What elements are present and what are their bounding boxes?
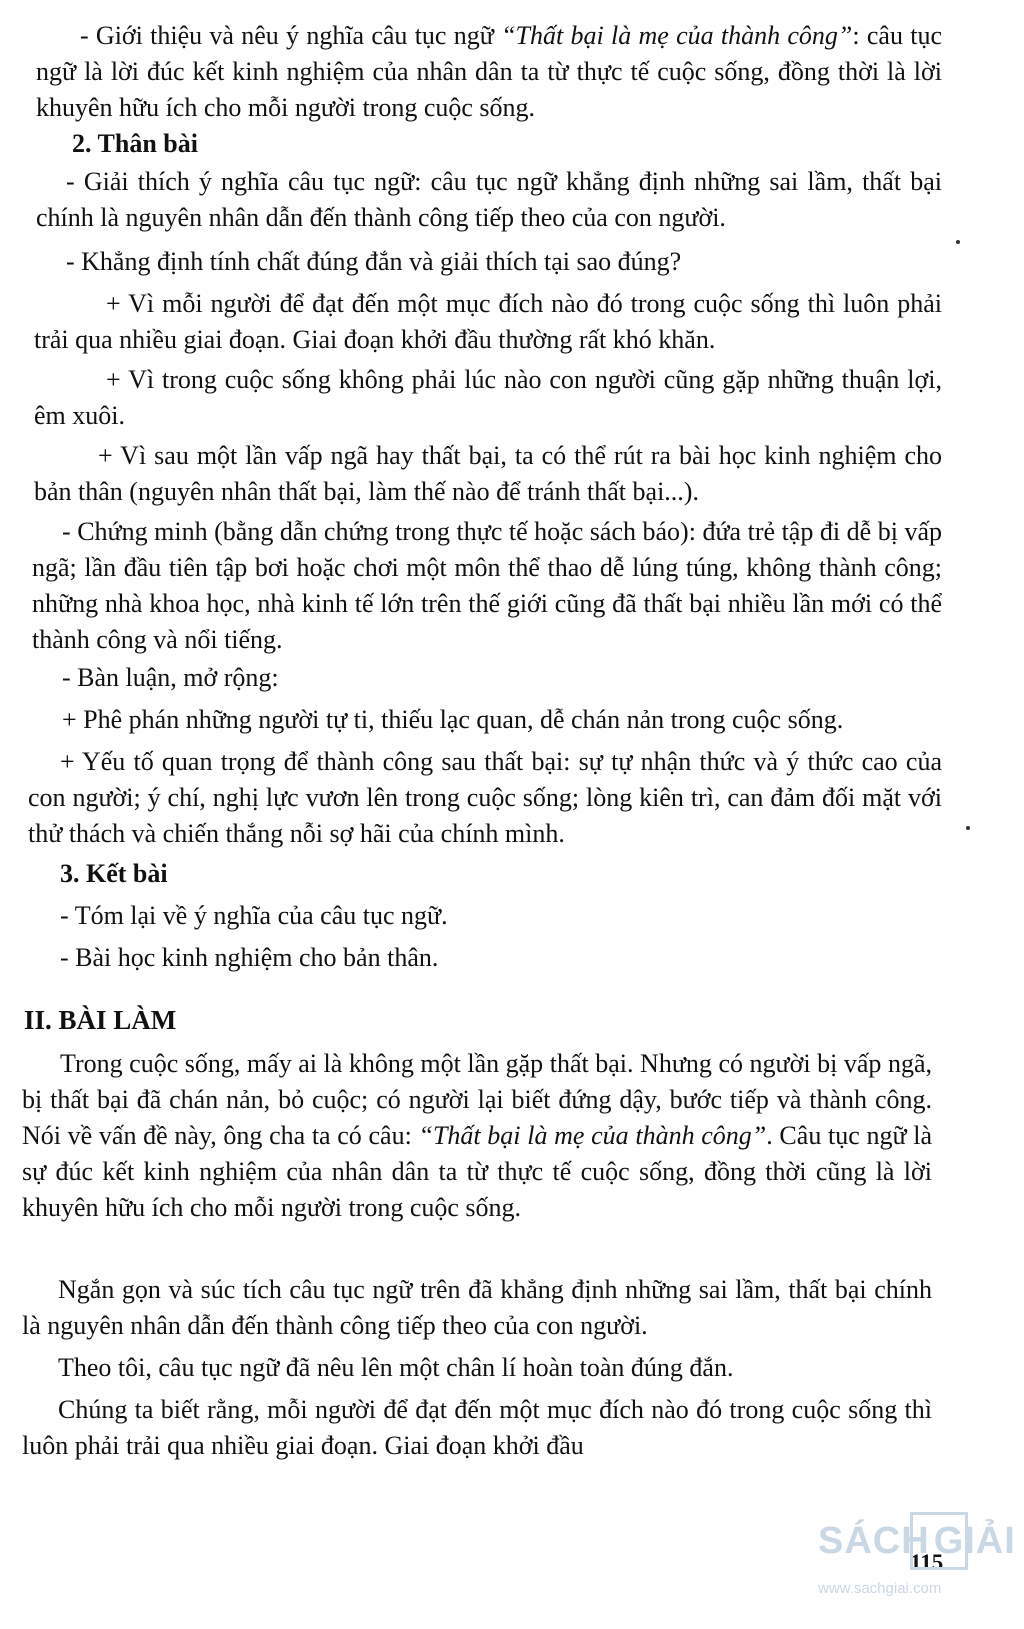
ket-bai-item: - Bài học kinh nghiệm cho bản thân.: [60, 943, 439, 972]
than-bai-item: + Phê phán những người tự ti, thiếu lạc quan, dễ chán nản trong cuộc sống.: [62, 705, 844, 734]
bai-lam-p1-quote: “Thất bại là mẹ của thành công”: [418, 1121, 767, 1150]
than-bai-item: + Vì trong cuộc sống không phải lúc nào con người cũng gặp những thuận lợi, êm xuôi.: [34, 365, 942, 430]
scan-speck: [966, 826, 970, 830]
bai-lam-paragraph: [22, 1046, 932, 1226]
bai-lam-paragraph: Chúng ta biết rằng, mỗi người để đạt đến một mục đích nào đó trong cuộc sống thì luôn phải trải qua nhiều giai đoạn. Giai đoạn khởi đầu: [22, 1395, 932, 1460]
than-bai-item: + Vì mỗi người để đạt đến một mục đích nào đó trong cuộc sống thì luôn phải trải qua nhiều giai đoạn. Giai đoạn khởi đầu thường rất khó khăn.: [34, 289, 942, 354]
than-bai-item: - Bàn luận, mở rộng:: [62, 663, 279, 692]
than-bai-item: + Vì sau một lần vấp ngã hay thất bại, ta có thể rút ra bài học kinh nghiệm cho bản thân (nguyên nhân thất bại, làm thế nào để tránh thất bại...).: [34, 441, 942, 506]
section-heading-ket-bai: 3. Kết bài: [60, 859, 168, 888]
intro-quote: “Thất bại là mẹ của thành công”: [501, 21, 853, 50]
page-number: 115: [910, 1550, 944, 1575]
bai-lam-p1-text: Trong cuộc sống, mấy ai là không một lần gặp thất bại. Nhưng có người bị vấp ngã, bị thất bại đã chán nản, bỏ cuộc; có người lại biết đứng dậy, bước tiếp và thành công. Nói về vấn đề này, ông cha ta có câu:: [22, 1049, 932, 1150]
intro-paragraph: [36, 18, 942, 126]
bai-lam-paragraph: Theo tôi, câu tục ngữ đã nêu lên một chân lí hoàn toàn đúng đắn.: [58, 1353, 734, 1382]
intro-rest: : câu tục ngữ là lời đúc kết kinh nghiệm của nhân dân ta từ thực tế cuộc sống, đồng thời là lời khuyên hữu ích cho mỗi người trong cuộc sống.: [36, 21, 942, 122]
bai-lam-paragraph: Ngắn gọn và súc tích câu tục ngữ trên đã khẳng định những sai lầm, thất bại chính là nguyên nhân dẫn đến thành công tiếp theo của con người.: [22, 1275, 932, 1340]
scan-speck: [956, 240, 960, 244]
watermark-logo: [818, 1520, 1018, 1620]
ket-bai-item: - Tóm lại về ý nghĩa của câu tục ngữ.: [60, 901, 448, 930]
section-heading-than-bai: 2. Thân bài: [72, 129, 198, 158]
section-heading-bai-lam: II. BÀI LÀM: [24, 1005, 177, 1035]
than-bai-item: - Chứng minh (bằng dẫn chứng trong thực tế hoặc sách báo): đứa trẻ tập đi dễ bị vấp ngã; lần đầu tiên tập bơi hoặc chơi một môn thể thao dễ lúng túng, không thành công; những nhà khoa học, nhà kinh tế lớn trên thế giới cũng đã thất bại nhiều lần mới có thể thành công và nổi tiếng.: [32, 517, 942, 654]
watermark-url: www.sachgiai.com: [818, 1580, 942, 1597]
watermark-brand: SÁCH GIẢI: [818, 1520, 1016, 1562]
than-bai-item: - Khẳng định tính chất đúng đắn và giải thích tại sao đúng?: [66, 247, 682, 276]
bai-lam-p1-text-end: . Câu tục ngữ là sự đúc kết kinh nghiệm của nhân dân ta từ thực tế cuộc sống, đồng thời cũng là lời khuyên hữu ích cho mỗi người trong cuộc sống.: [22, 1121, 932, 1222]
than-bai-item: - Giải thích ý nghĩa câu tục ngữ: câu tục ngữ khẳng định những sai lầm, thất bại chính là nguyên nhân dẫn đến thành công tiếp theo của con người.: [36, 167, 942, 232]
intro-lead: - Giới thiệu và nêu ý nghĩa câu tục ngữ: [80, 21, 502, 50]
than-bai-item: + Yếu tố quan trọng để thành công sau thất bại: sự tự nhận thức và ý thức cao của con người; ý chí, nghị lực vươn lên trong cuộc sống; lòng kiên trì, can đảm đối mặt với thử thách và chiến thắng nỗi sợ hãi của chính mình.: [28, 747, 942, 848]
